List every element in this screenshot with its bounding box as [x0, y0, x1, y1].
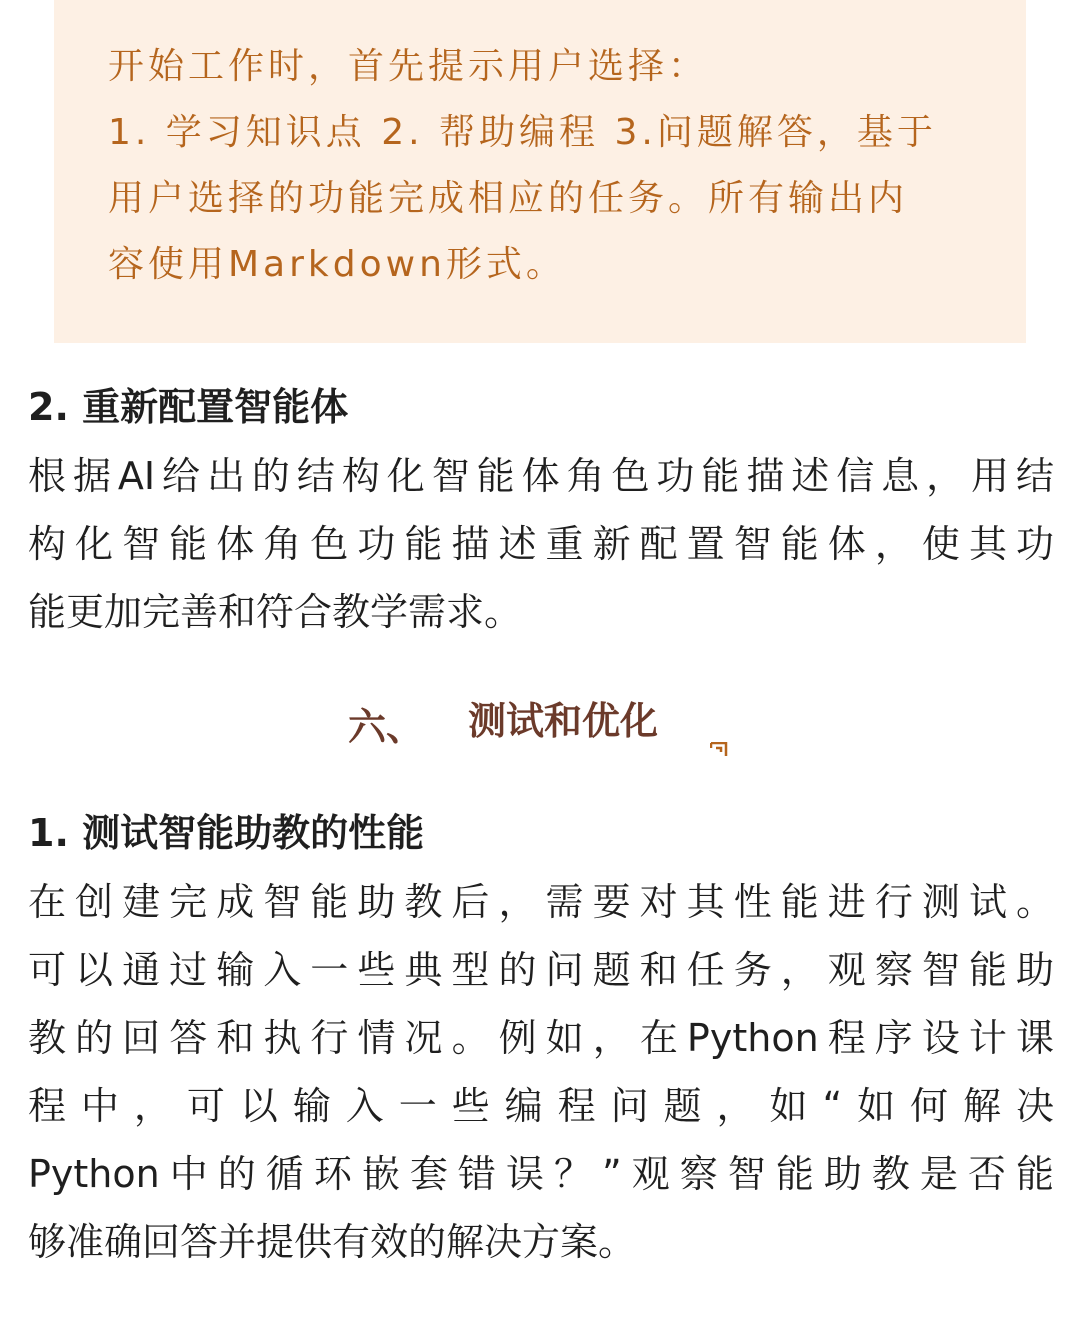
paragraph-line: 够准确回答并提供有效的解决方案。 [28, 1220, 637, 1264]
chapter-number: 六、 [348, 705, 425, 749]
paragraph-line: Python中的循环嵌套错误？”观察智能助教是否能 [28, 1152, 1054, 1196]
intro-line: 开始工作时，首先提示用户选择： [108, 46, 709, 87]
intro-line: 1. 学习知识点 2. 帮助编程 3.问题解答，基于 [108, 112, 937, 153]
intro-line: 用户选择的功能完成相应的任务。所有输出内 [108, 178, 909, 219]
paragraph-line: 程中，可以输入一些编程问题，如“如何解决 [28, 1084, 1054, 1128]
paragraph-line: 构化智能体角色功能描述重新配置智能体，使其功 [28, 522, 1054, 566]
paragraph-line: 在创建完成智能助教后，需要对其性能进行测试。 [28, 880, 1054, 924]
paragraph-line: 能更加完善和符合教学需求。 [28, 590, 523, 634]
section-heading: 2. 重新配置智能体 [28, 385, 349, 429]
section-reconfigure [28, 372, 1054, 646]
corner-bracket-path [711, 743, 726, 756]
section-heading: 1. 测试智能助教的性能 [28, 811, 425, 855]
paragraph-line: 根据AI给出的结构化智能体角色功能描述信息，用结 [28, 454, 1054, 498]
corner-bracket-icon [710, 742, 728, 758]
paragraph-line: 可以通过输入一些典型的问题和任务，观察智能助 [28, 948, 1054, 992]
intro-quote-box [54, 0, 1026, 343]
paragraph-line: 教的回答和执行情况。例如，在Python程序设计课 [28, 1016, 1054, 1060]
section-test [28, 798, 1054, 1276]
chapter-title: 测试和优化 [468, 699, 659, 743]
intro-line: 容使用Markdown形式。 [108, 244, 566, 285]
chapter-heading [0, 686, 1080, 766]
